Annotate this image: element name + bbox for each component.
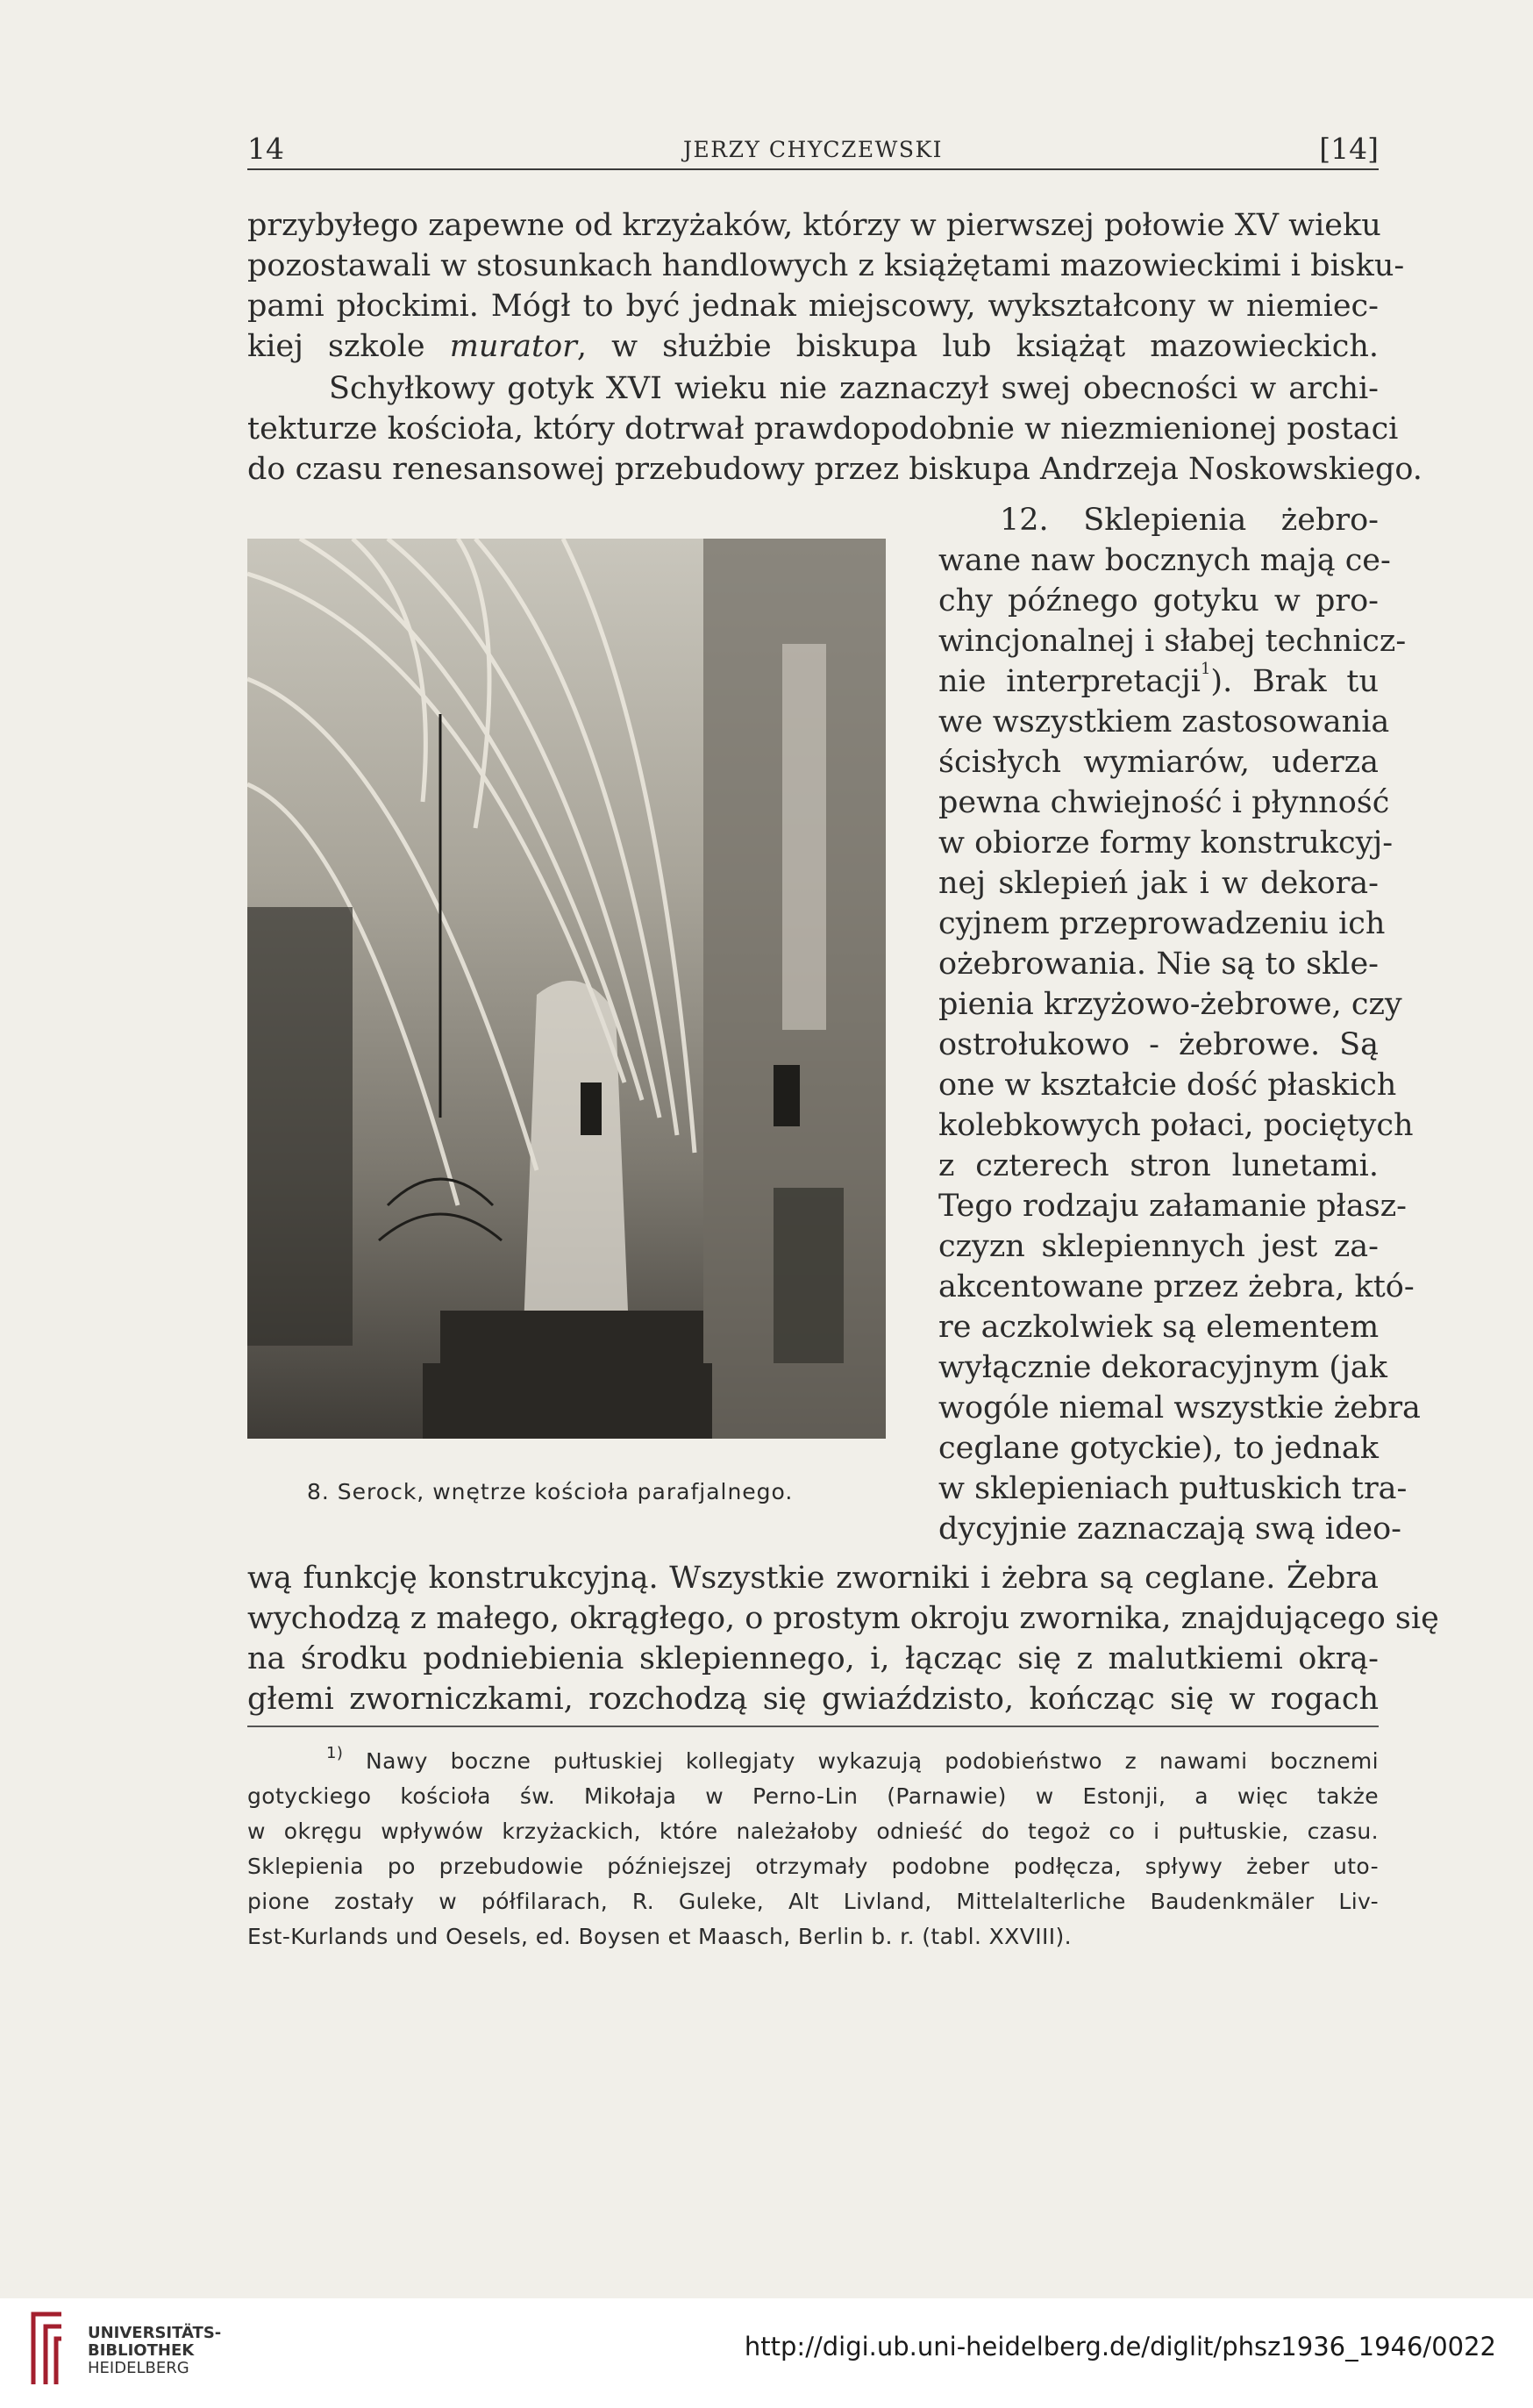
body-line: pozostawali w stosunkach handlowych z książętami mazowieckimi i bisku- bbox=[247, 248, 1405, 283]
body-line: re aczkolwiek są elementem bbox=[938, 1310, 1380, 1345]
body-line: cyjnem przeprowadzeniu ich bbox=[938, 906, 1386, 941]
body-line: na środku podniebienia sklepiennego, i, łącząc się z malutkiemi okrą- bbox=[247, 1641, 1379, 1676]
church-interior-photo bbox=[247, 539, 886, 1439]
footnote-marker: 1) bbox=[326, 1744, 344, 1762]
body-line: pewna chwiejność i płynność bbox=[938, 785, 1390, 820]
body-line: wą funkcję konstrukcyjną. Wszystkie zworniki i żebra są ceglane. Żebra bbox=[247, 1561, 1379, 1596]
figure-caption: 8. Serock, wnętrze kościoła parafjalnego. bbox=[307, 1479, 794, 1504]
italic-term: murator bbox=[449, 329, 577, 364]
library-logo-icon bbox=[21, 2309, 70, 2390]
body-line: ostrołukowo - żebrowe. Są bbox=[938, 1027, 1379, 1062]
footnote-line: Sklepienia po przebudowie późniejszej otrzymały podobne podłęcza, spływy żeber uto- bbox=[247, 1854, 1379, 1879]
source-url-link[interactable]: http://digi.ub.uni-heidelberg.de/diglit/phsz1936_1946/0022 bbox=[744, 2332, 1496, 2362]
body-line: wincjonalnej i słabej technicz- bbox=[938, 624, 1407, 659]
footnote-line: Est-Kurlands und Oesels, ed. Boysen et Maasch, Berlin b. r. (tabl. XXVIII). bbox=[247, 1924, 1073, 1949]
footnote-line: pione zostały w półfilarach, R. Guleke, Alt Livland, Mittelalterliche Baudenkmäler Liv- bbox=[247, 1889, 1379, 1914]
body-line: kolebkowych połaci, pociętych bbox=[938, 1108, 1414, 1143]
body-line: 12. Sklepienia żebro- bbox=[1000, 503, 1379, 538]
body-line: akcentowane przez żebra, któ- bbox=[938, 1269, 1415, 1304]
body-line: z czterech stron lunetami. bbox=[938, 1148, 1379, 1183]
footnote-line: $^{1)}$ Nawy boczne pułtuskiej kollegjaty wykazują podobieństwo z nawami bocznemi bbox=[326, 1744, 1379, 1774]
body-line: w sklepieniach pułtuskich tra- bbox=[938, 1471, 1408, 1506]
body-line: wyłącznie dekoracyjnym (jak bbox=[938, 1350, 1387, 1385]
body-line: ożebrowania. Nie są to skle- bbox=[938, 947, 1379, 982]
running-title: JERZY CHYCZEWSKI bbox=[682, 137, 944, 162]
body-line: we wszystkiem zastosowania bbox=[938, 704, 1390, 740]
body-line: chy późnego gotyku w pro- bbox=[938, 583, 1379, 618]
body-line: ścisłych wymiarów, uderza bbox=[938, 745, 1379, 780]
body-line: przybyłego zapewne od krzyżaków, którzy w pierwszej połowie XV wieku bbox=[247, 208, 1381, 243]
original-page-number: [14] bbox=[1319, 132, 1379, 166]
footnote-line: gotyckiego kościoła św. Mikołaja w Perno-Lin (Parnawie) w Estonji, a więc także bbox=[247, 1783, 1379, 1809]
body-line: tekturze kościoła, który dotrwał prawdopodobnie w niezmienionej postaci bbox=[247, 411, 1399, 447]
body-line: nie interpretacji$^1$). Brak tu bbox=[938, 660, 1380, 699]
running-header bbox=[247, 130, 1379, 170]
footnote-divider bbox=[247, 1726, 1379, 1727]
body-line: do czasu renesansowej przebudowy przez biskupa Andrzeja Noskowskiego. bbox=[247, 452, 1422, 487]
footnote-reference: 1 bbox=[1200, 660, 1211, 678]
body-line: kiej szkole murator, w służbie biskupa lub książąt mazowieckich. bbox=[247, 329, 1379, 364]
body-line: głemi zworniczkami, rozchodzą się gwiaździsto, kończąc się w rogach bbox=[247, 1682, 1379, 1717]
page-number: 14 bbox=[247, 132, 284, 166]
footnote-line: w okręgu wpływów krzyżackich, które należałoby odnieść do tegoż co i pułtuskie, czasu. bbox=[247, 1819, 1379, 1844]
body-line: wogóle niemal wszystkie żebra bbox=[938, 1390, 1421, 1426]
body-line: wane naw bocznych mają ce- bbox=[938, 543, 1391, 578]
body-line: pienia krzyżowo-żebrowe, czy bbox=[938, 987, 1402, 1022]
body-line: pami płockimi. Mógł to być jednak miejscowy, wykształcony w niemiec- bbox=[247, 289, 1379, 324]
body-line: wychodzą z małego, okrągłego, o prostym okroju zwornika, znajdującego się bbox=[247, 1601, 1439, 1636]
body-line: Tego rodzaju załamanie płasz- bbox=[938, 1189, 1407, 1224]
body-line: nej sklepień jak i w dekora- bbox=[938, 866, 1379, 901]
body-line: one w kształcie dość płaskich bbox=[938, 1068, 1397, 1103]
library-name: UNIVERSITÄTS- BIBLIOTHEK HEIDELBERG bbox=[88, 2324, 222, 2377]
body-line: czyzn sklepiennych jest za- bbox=[938, 1229, 1379, 1264]
body-line: ceglane gotyckie), to jednak bbox=[938, 1431, 1379, 1466]
body-line: Schyłkowy gotyk XVI wieku nie zaznaczył swej obecności w archi- bbox=[329, 371, 1379, 406]
body-line: w obiorze formy konstrukcyj- bbox=[938, 825, 1394, 861]
body-line: dycyjnie zaznaczają swą ideo- bbox=[938, 1511, 1402, 1547]
